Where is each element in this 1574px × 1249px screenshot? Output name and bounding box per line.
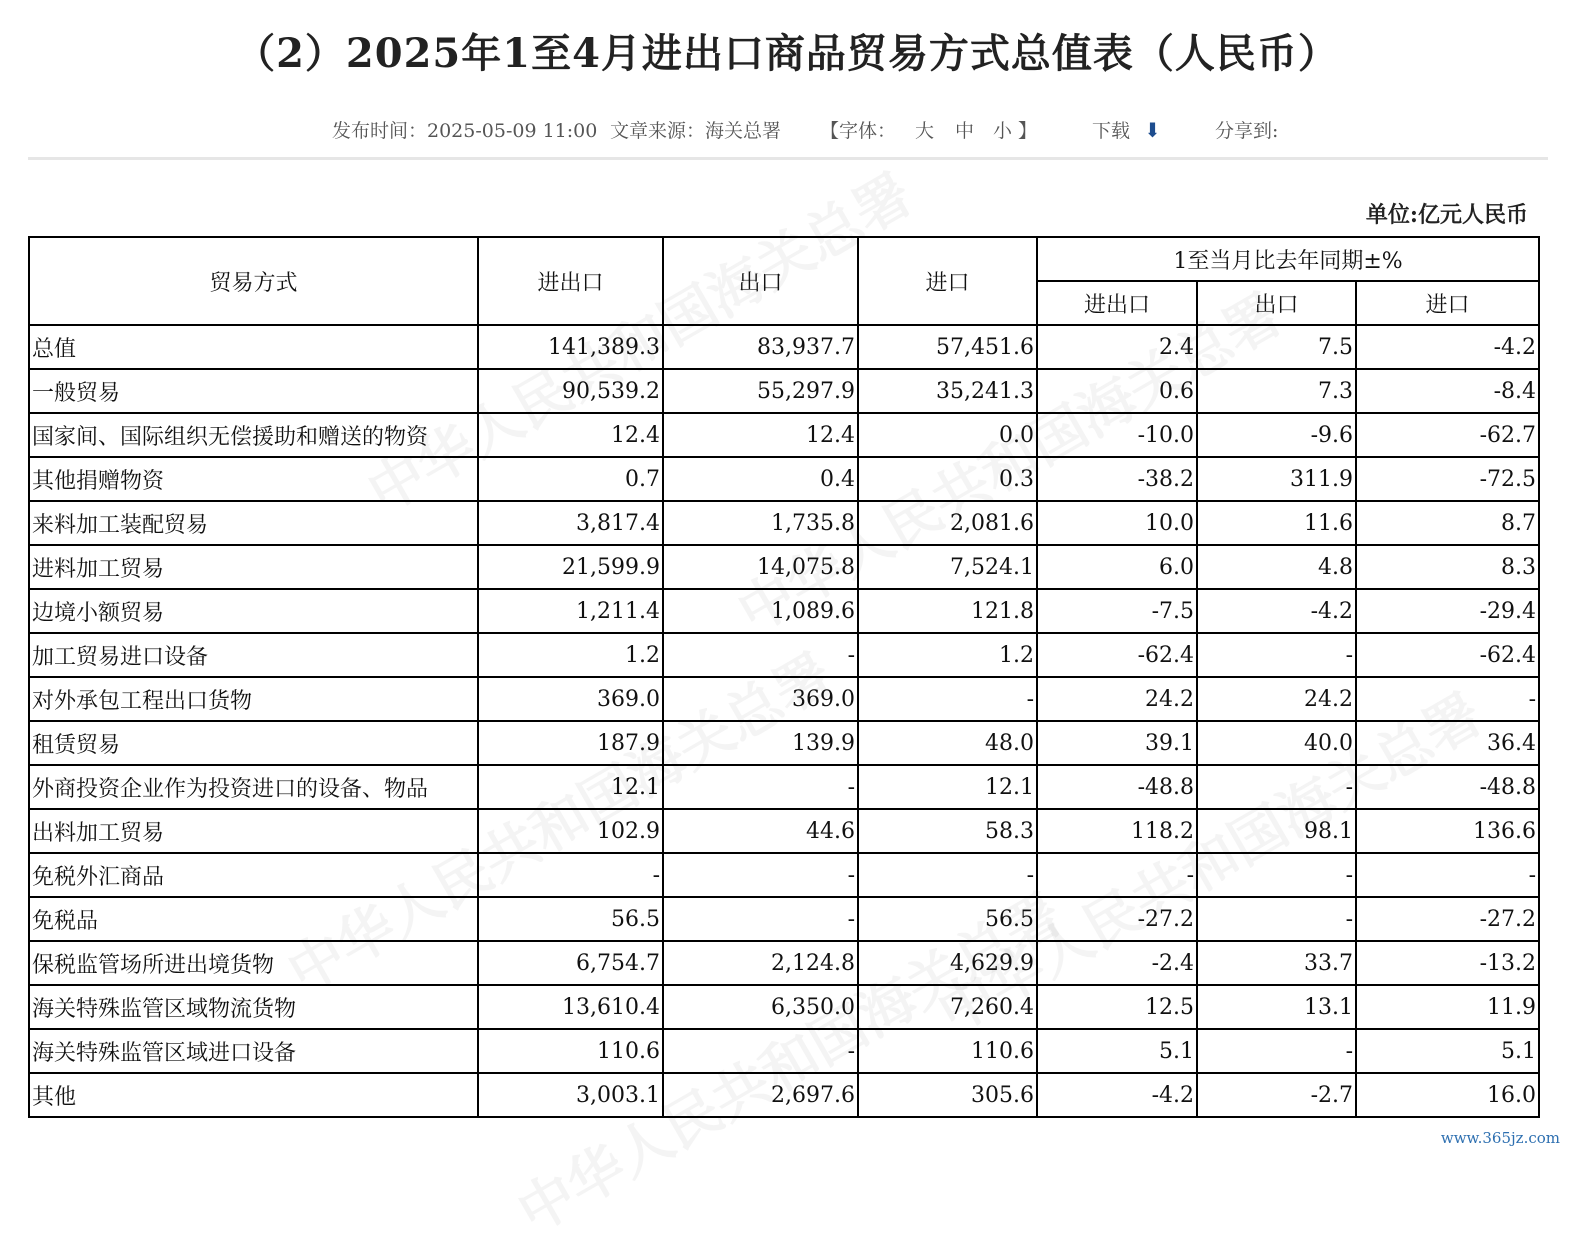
value-cell-total: 3,817.4 [478, 501, 663, 545]
value-cell-yoy-export: -4.2 [1197, 589, 1356, 633]
value-cell-import: 2,081.6 [858, 501, 1037, 545]
value-cell-yoy-import: -48.8 [1356, 765, 1539, 809]
value-cell-import: 48.0 [858, 721, 1037, 765]
value-cell-import: 7,260.4 [858, 985, 1037, 1029]
table-row [29, 589, 1539, 633]
value-cell-yoy-import: 11.9 [1356, 985, 1539, 1029]
trade-mode-cell: 免税外汇商品 [29, 853, 478, 897]
value-cell-yoy-import: 8.7 [1356, 501, 1539, 545]
value-cell-yoy-total: -62.4 [1037, 633, 1197, 677]
share-label: 分享到: [1215, 120, 1279, 142]
value-cell-total: 369.0 [478, 677, 663, 721]
value-cell-yoy-export: - [1197, 1029, 1356, 1073]
table-row [29, 853, 1539, 897]
table-row [29, 501, 1539, 545]
value-cell-export: 2,697.6 [663, 1073, 858, 1117]
value-cell-yoy-export: 311.9 [1197, 457, 1356, 501]
value-cell-total: 1,211.4 [478, 589, 663, 633]
value-cell-yoy-import: 136.6 [1356, 809, 1539, 853]
value-cell-total: 90,539.2 [478, 369, 663, 413]
header-divider [28, 157, 1548, 160]
header-yoy-total: 进出口 [1037, 281, 1197, 325]
value-cell-import: 121.8 [858, 589, 1037, 633]
trade-mode-cell: 边境小额贸易 [29, 589, 478, 633]
font-small-link[interactable]: 小 [993, 120, 1013, 142]
table-row [29, 765, 1539, 809]
value-cell-export: - [663, 853, 858, 897]
value-cell-export: 6,350.0 [663, 985, 858, 1029]
value-cell-yoy-export: 33.7 [1197, 941, 1356, 985]
value-cell-yoy-export: 98.1 [1197, 809, 1356, 853]
value-cell-yoy-export: 13.1 [1197, 985, 1356, 1029]
value-cell-import: 35,241.3 [858, 369, 1037, 413]
value-cell-import: 7,524.1 [858, 545, 1037, 589]
value-cell-export: - [663, 633, 858, 677]
article-meta [0, 116, 1574, 146]
value-cell-yoy-import: -4.2 [1356, 325, 1539, 369]
unit-label: 单位:亿元人民币 [1365, 202, 1528, 228]
value-cell-yoy-export: -9.6 [1197, 413, 1356, 457]
value-cell-import: 56.5 [858, 897, 1037, 941]
value-cell-export: 139.9 [663, 721, 858, 765]
value-cell-total: 12.4 [478, 413, 663, 457]
value-cell-yoy-import: -29.4 [1356, 589, 1539, 633]
value-cell-export: - [663, 1029, 858, 1073]
value-cell-export: 44.6 [663, 809, 858, 853]
value-cell-yoy-total: 10.0 [1037, 501, 1197, 545]
value-cell-yoy-import: 8.3 [1356, 545, 1539, 589]
value-cell-yoy-export: - [1197, 853, 1356, 897]
value-cell-yoy-export: 11.6 [1197, 501, 1356, 545]
table-row [29, 985, 1539, 1029]
value-cell-yoy-import: -13.2 [1356, 941, 1539, 985]
table-row [29, 1073, 1539, 1117]
value-cell-total: 56.5 [478, 897, 663, 941]
trade-mode-cell: 外商投资企业作为投资进口的设备、物品 [29, 765, 478, 809]
value-cell-import: 110.6 [858, 1029, 1037, 1073]
font-size-open-bracket: 【字体： [820, 120, 897, 142]
value-cell-import: 0.3 [858, 457, 1037, 501]
value-cell-export: 12.4 [663, 413, 858, 457]
value-cell-export: - [663, 765, 858, 809]
value-cell-yoy-export: 4.8 [1197, 545, 1356, 589]
table-row [29, 941, 1539, 985]
table-row [29, 413, 1539, 457]
value-cell-yoy-import: -62.4 [1356, 633, 1539, 677]
value-cell-yoy-export: - [1197, 633, 1356, 677]
value-cell-yoy-import: - [1356, 677, 1539, 721]
trade-mode-cell: 国家间、国际组织无偿援助和赠送的物资 [29, 413, 478, 457]
trade-mode-cell: 保税监管场所进出境货物 [29, 941, 478, 985]
download-arrow-icon: ⬇ [1144, 118, 1161, 142]
value-cell-total: 187.9 [478, 721, 663, 765]
value-cell-yoy-export: -2.7 [1197, 1073, 1356, 1117]
table-row [29, 633, 1539, 677]
value-cell-yoy-total: 2.4 [1037, 325, 1197, 369]
value-cell-total: 110.6 [478, 1029, 663, 1073]
value-cell-import: 12.1 [858, 765, 1037, 809]
value-cell-yoy-export: - [1197, 897, 1356, 941]
value-cell-import: 0.0 [858, 413, 1037, 457]
value-cell-import: - [858, 677, 1037, 721]
table-row [29, 545, 1539, 589]
header-yoy-group: 1至当月比去年同期±% [1037, 237, 1539, 281]
value-cell-yoy-total: -2.4 [1037, 941, 1197, 985]
value-cell-import: 305.6 [858, 1073, 1037, 1117]
value-cell-total: - [478, 853, 663, 897]
value-cell-import: - [858, 853, 1037, 897]
value-cell-yoy-import: 5.1 [1356, 1029, 1539, 1073]
value-cell-yoy-export: 24.2 [1197, 677, 1356, 721]
article-source: 文章来源：海关总署 [610, 120, 782, 142]
value-cell-export: - [663, 897, 858, 941]
value-cell-yoy-total: -7.5 [1037, 589, 1197, 633]
font-size-close-bracket: 】 [1018, 120, 1038, 142]
header-total: 进出口 [478, 237, 663, 325]
site-watermark: www.365jz.com [1437, 1128, 1564, 1148]
trade-mode-cell: 总值 [29, 325, 478, 369]
value-cell-total: 12.1 [478, 765, 663, 809]
download-label: 下载 [1092, 120, 1131, 142]
value-cell-export: 83,937.7 [663, 325, 858, 369]
value-cell-yoy-export: 40.0 [1197, 721, 1356, 765]
value-cell-export: 2,124.8 [663, 941, 858, 985]
value-cell-yoy-total: -48.8 [1037, 765, 1197, 809]
trade-mode-cell: 海关特殊监管区域物流货物 [29, 985, 478, 1029]
trade-mode-cell: 免税品 [29, 897, 478, 941]
trade-mode-cell: 租赁贸易 [29, 721, 478, 765]
table-row [29, 325, 1539, 369]
table-row [29, 457, 1539, 501]
trade-mode-cell: 一般贸易 [29, 369, 478, 413]
value-cell-export: 55,297.9 [663, 369, 858, 413]
trade-mode-table [28, 236, 1540, 1118]
value-cell-yoy-total: -38.2 [1037, 457, 1197, 501]
value-cell-export: 1,735.8 [663, 501, 858, 545]
value-cell-import: 57,451.6 [858, 325, 1037, 369]
value-cell-yoy-total: 5.1 [1037, 1029, 1197, 1073]
value-cell-total: 1.2 [478, 633, 663, 677]
value-cell-total: 3,003.1 [478, 1073, 663, 1117]
value-cell-total: 6,754.7 [478, 941, 663, 985]
value-cell-yoy-import: -27.2 [1356, 897, 1539, 941]
trade-mode-cell: 进料加工贸易 [29, 545, 478, 589]
value-cell-yoy-import: -8.4 [1356, 369, 1539, 413]
page-title: （2）2025年1至4月进出口商品贸易方式总值表（人民币） [235, 30, 1339, 77]
trade-mode-cell: 海关特殊监管区域进口设备 [29, 1029, 478, 1073]
table-row [29, 721, 1539, 765]
table-row [29, 1029, 1539, 1073]
value-cell-yoy-import: -62.7 [1356, 413, 1539, 457]
download-link[interactable] [1092, 116, 1161, 143]
value-cell-yoy-export: 7.5 [1197, 325, 1356, 369]
value-cell-yoy-total: 12.5 [1037, 985, 1197, 1029]
value-cell-yoy-total: 24.2 [1037, 677, 1197, 721]
table-row [29, 809, 1539, 853]
trade-mode-cell: 加工贸易进口设备 [29, 633, 478, 677]
value-cell-export: 14,075.8 [663, 545, 858, 589]
value-cell-yoy-total: -10.0 [1037, 413, 1197, 457]
font-medium-link[interactable]: 中 [955, 120, 975, 142]
value-cell-yoy-import: - [1356, 853, 1539, 897]
table-row [29, 369, 1539, 413]
header-export: 出口 [663, 237, 858, 325]
value-cell-total: 141,389.3 [478, 325, 663, 369]
publish-time: 发布时间：2025-05-09 11:00 [332, 120, 598, 142]
value-cell-yoy-import: 16.0 [1356, 1073, 1539, 1117]
value-cell-import: 4,629.9 [858, 941, 1037, 985]
value-cell-yoy-total: -4.2 [1037, 1073, 1197, 1117]
value-cell-import: 1.2 [858, 633, 1037, 677]
value-cell-yoy-total: -27.2 [1037, 897, 1197, 941]
value-cell-yoy-total: - [1037, 853, 1197, 897]
value-cell-total: 102.9 [478, 809, 663, 853]
table-row [29, 897, 1539, 941]
value-cell-total: 21,599.9 [478, 545, 663, 589]
table-row [29, 677, 1539, 721]
value-cell-yoy-export: - [1197, 765, 1356, 809]
header-yoy-export: 出口 [1197, 281, 1356, 325]
value-cell-total: 0.7 [478, 457, 663, 501]
header-yoy-import: 进口 [1356, 281, 1539, 325]
trade-mode-cell: 出料加工贸易 [29, 809, 478, 853]
trade-mode-cell: 其他捐赠物资 [29, 457, 478, 501]
header-import: 进口 [858, 237, 1037, 325]
value-cell-yoy-total: 6.0 [1037, 545, 1197, 589]
value-cell-export: 0.4 [663, 457, 858, 501]
header-trade-mode: 贸易方式 [29, 237, 478, 325]
value-cell-export: 1,089.6 [663, 589, 858, 633]
trade-mode-cell: 来料加工装配贸易 [29, 501, 478, 545]
value-cell-export: 369.0 [663, 677, 858, 721]
value-cell-yoy-export: 7.3 [1197, 369, 1356, 413]
value-cell-total: 13,610.4 [478, 985, 663, 1029]
font-large-link[interactable]: 大 [915, 120, 935, 142]
value-cell-yoy-total: 118.2 [1037, 809, 1197, 853]
value-cell-import: 58.3 [858, 809, 1037, 853]
value-cell-yoy-total: 39.1 [1037, 721, 1197, 765]
value-cell-yoy-import: -72.5 [1356, 457, 1539, 501]
trade-mode-cell: 对外承包工程出口货物 [29, 677, 478, 721]
value-cell-yoy-import: 36.4 [1356, 721, 1539, 765]
value-cell-yoy-total: 0.6 [1037, 369, 1197, 413]
trade-mode-cell: 其他 [29, 1073, 478, 1117]
